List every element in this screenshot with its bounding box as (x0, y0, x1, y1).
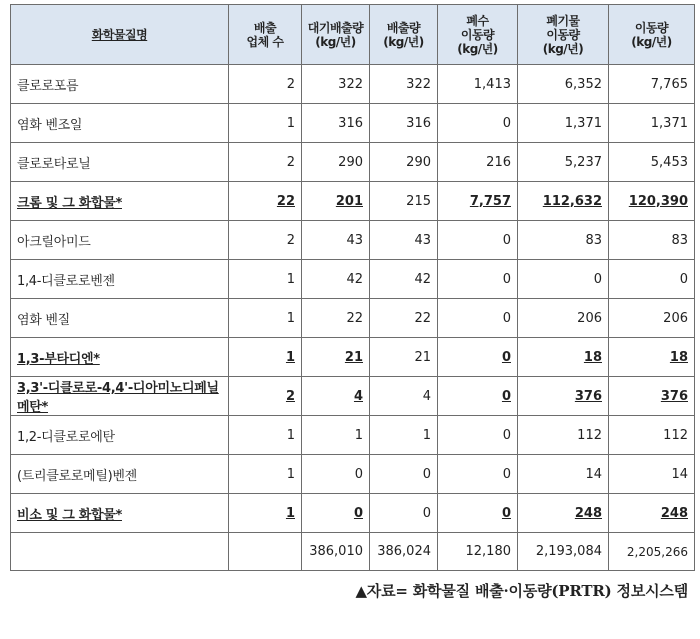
chemical-name-cell: 아크릴아미드 (11, 221, 229, 260)
value-cell: 21 (302, 338, 370, 377)
value-cell: 0 (370, 494, 438, 533)
value-cell: 1 (229, 338, 302, 377)
value-cell: 22 (229, 182, 302, 221)
value-cell: 2 (229, 221, 302, 260)
value-cell: 316 (370, 104, 438, 143)
value-cell: 18 (609, 338, 695, 377)
value-cell: 14 (518, 455, 609, 494)
value-cell: 0 (438, 377, 518, 416)
header-wastewater-transfer: 폐수 이동량 (kg/년) (438, 5, 518, 65)
value-cell: 0 (438, 260, 518, 299)
value-cell: 216 (438, 143, 518, 182)
value-cell: 376 (518, 377, 609, 416)
value-cell: 0 (438, 221, 518, 260)
value-cell: 201 (302, 182, 370, 221)
value-cell: 83 (609, 221, 695, 260)
value-cell: 0 (302, 494, 370, 533)
value-cell: 5,453 (609, 143, 695, 182)
header-emitting-companies: 배출 업체 수 (229, 5, 302, 65)
value-cell: 7,765 (609, 65, 695, 104)
total-value-cell: 2,193,084 (518, 533, 609, 571)
table-row (11, 416, 695, 455)
value-cell: 1 (229, 260, 302, 299)
chemical-name-cell: (트리클로로메틸)벤젠 (11, 455, 229, 494)
value-cell: 1 (229, 416, 302, 455)
total-label-cell (11, 533, 229, 571)
total-value-cell: 2,205,266 (609, 533, 695, 571)
value-cell: 1 (229, 299, 302, 338)
table-header-row (11, 5, 695, 65)
value-cell: 2 (229, 377, 302, 416)
value-cell: 0 (438, 455, 518, 494)
value-cell: 0 (370, 455, 438, 494)
chemical-name-cell: 클로로포름 (11, 65, 229, 104)
value-cell: 2 (229, 143, 302, 182)
value-cell: 42 (370, 260, 438, 299)
chemical-name-cell: 1,3-부타디엔* (11, 338, 229, 377)
value-cell: 2 (229, 65, 302, 104)
value-cell: 4 (370, 377, 438, 416)
value-cell: 83 (518, 221, 609, 260)
value-cell: 215 (370, 182, 438, 221)
value-cell: 322 (302, 65, 370, 104)
value-cell: 1,371 (518, 104, 609, 143)
header-air-emission: 대기배출량 (kg/년) (302, 5, 370, 65)
total-value-cell: 386,024 (370, 533, 438, 571)
value-cell: 4 (302, 377, 370, 416)
chemical-name-cell: 크롬 및 그 화합물* (11, 182, 229, 221)
value-cell: 1,413 (438, 65, 518, 104)
table-row (11, 338, 695, 377)
value-cell: 112,632 (518, 182, 609, 221)
value-cell: 0 (438, 416, 518, 455)
value-cell: 22 (302, 299, 370, 338)
value-cell: 7,757 (438, 182, 518, 221)
value-cell: 248 (609, 494, 695, 533)
chemical-name-cell: 비소 및 그 화합물* (11, 494, 229, 533)
value-cell: 0 (438, 299, 518, 338)
value-cell: 0 (438, 104, 518, 143)
value-cell: 42 (302, 260, 370, 299)
table-row (11, 455, 695, 494)
value-cell: 5,237 (518, 143, 609, 182)
value-cell: 290 (302, 143, 370, 182)
value-cell: 0 (518, 260, 609, 299)
total-value-cell: 386,010 (302, 533, 370, 571)
chemical-name-cell: 염화 벤조일 (11, 104, 229, 143)
table-row (11, 494, 695, 533)
chemical-name-cell: 염화 벤질 (11, 299, 229, 338)
value-cell: 0 (302, 455, 370, 494)
value-cell: 0 (438, 494, 518, 533)
value-cell: 248 (518, 494, 609, 533)
value-cell: 112 (518, 416, 609, 455)
value-cell: 1 (229, 455, 302, 494)
header-waste-transfer: 폐기물 이동량 (kg/년) (518, 5, 609, 65)
total-value-cell: 12,180 (438, 533, 518, 571)
chemical-name-cell: 3,3'-디클로로-4,4'-디아미노디페닐 메탄* (11, 377, 229, 416)
value-cell: 1 (370, 416, 438, 455)
value-cell: 1 (229, 104, 302, 143)
chemical-name-cell: 클로로타로닐 (11, 143, 229, 182)
source-caption: ▲자료= 화학물질 배출·이동량(PRTR) 정보시스템 (355, 582, 688, 600)
value-cell: 18 (518, 338, 609, 377)
value-cell: 120,390 (609, 182, 695, 221)
header-transfer: 이동량 (kg/년) (609, 5, 695, 65)
value-cell: 43 (302, 221, 370, 260)
table-row (11, 260, 695, 299)
total-value-cell (229, 533, 302, 571)
value-cell: 316 (302, 104, 370, 143)
table-row (11, 377, 695, 416)
total-row (11, 533, 695, 571)
value-cell: 206 (518, 299, 609, 338)
value-cell: 22 (370, 299, 438, 338)
table-row (11, 104, 695, 143)
table-row (11, 221, 695, 260)
table-row (11, 65, 695, 104)
table-row (11, 299, 695, 338)
value-cell: 1,371 (609, 104, 695, 143)
chemical-name-cell: 1,2-디클로로에탄 (11, 416, 229, 455)
table-row (11, 182, 695, 221)
header-chemical-name: 화학물질명 (11, 5, 229, 65)
value-cell: 43 (370, 221, 438, 260)
value-cell: 376 (609, 377, 695, 416)
value-cell: 1 (302, 416, 370, 455)
table-row (11, 143, 695, 182)
header-emission: 배출량 (kg/년) (370, 5, 438, 65)
chemical-name-cell: 1,4-디클로로벤젠 (11, 260, 229, 299)
value-cell: 206 (609, 299, 695, 338)
value-cell: 1 (229, 494, 302, 533)
prtr-table (10, 4, 695, 571)
value-cell: 322 (370, 65, 438, 104)
value-cell: 6,352 (518, 65, 609, 104)
value-cell: 14 (609, 455, 695, 494)
value-cell: 112 (609, 416, 695, 455)
value-cell: 290 (370, 143, 438, 182)
value-cell: 0 (438, 338, 518, 377)
value-cell: 0 (609, 260, 695, 299)
value-cell: 21 (370, 338, 438, 377)
